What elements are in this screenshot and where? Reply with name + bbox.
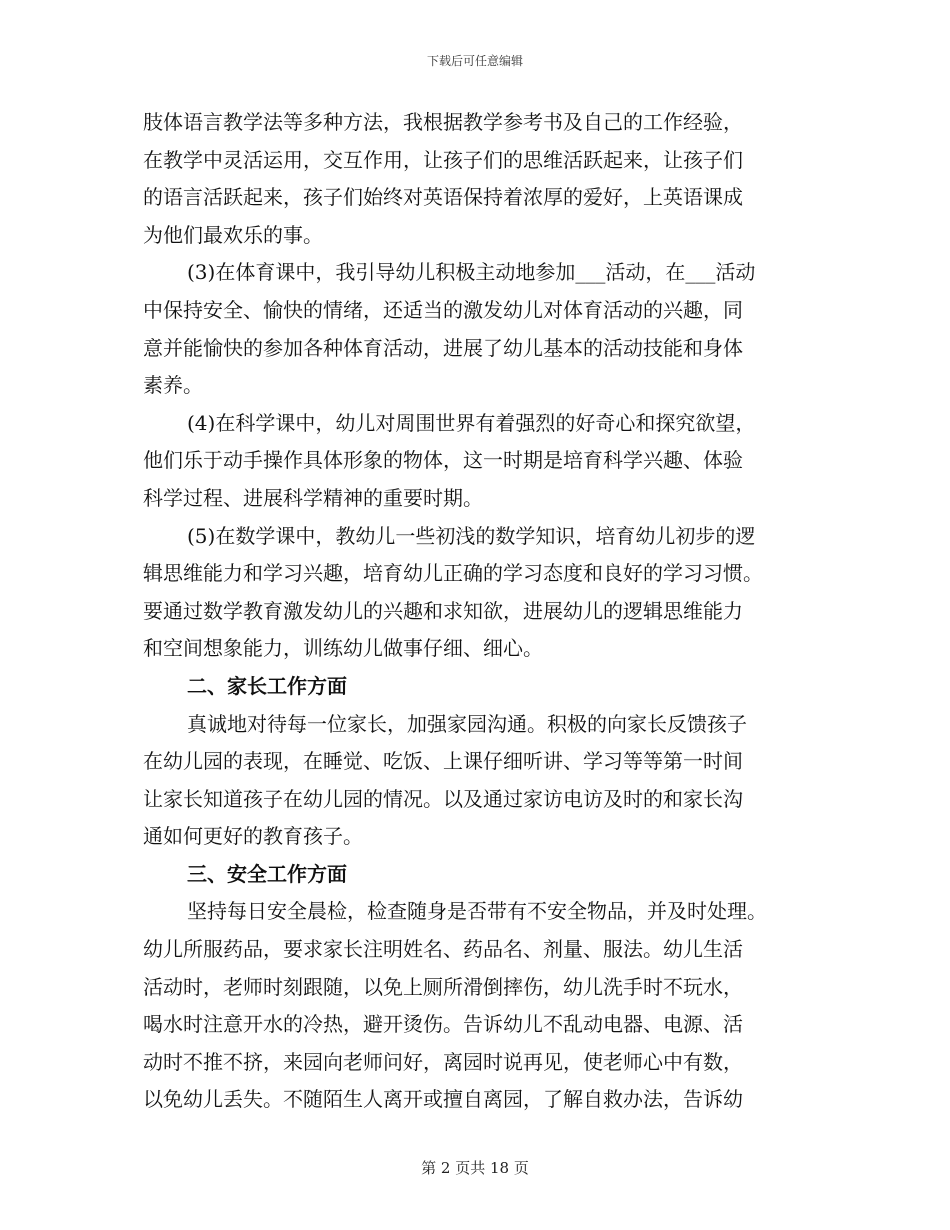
text-line: 活动时，老师时刻跟随，以免上厕所滑倒摔伤，幼儿洗手时不玩水， [143,974,743,999]
text-line: (3)在体育课中，我引导幼儿积极主动地参加___活动，在___活动 [187,260,756,285]
text-line: 坚持每日安全晨检，检查随身是否带有不安全物品，并及时处理。 [187,899,767,924]
text-line: 在幼儿园的表现，在睡觉、吃饭、上课仔细听讲、学习等等第一时间 [143,749,743,774]
text-line: 要通过数学教育激发幼儿的兴趣和求知欲，进展幼儿的逻辑思维能力 [143,598,743,623]
text-line: 辑思维能力和学习兴趣，培育幼儿正确的学习态度和良好的学习习惯。 [143,561,763,586]
text-line: (5)在数学课中，教幼儿一些初浅的数学知识，培育幼儿初步的逻 [187,523,756,548]
text-line: 幼儿所服药品，要求家长注明姓名、药品名、剂量、服法。幼儿生活 [143,937,743,962]
text-line: 动时不推不挤，来园向老师问好，离园时说再见，使老师心中有数， [143,1049,743,1074]
text-line: 在教学中灵活运用，交互作用，让孩子们的思维活跃起来，让孩子们 [143,147,743,172]
text-line: 通如何更好的教育孩子。 [143,824,363,849]
page-footer: 第 2 页共 18 页 [421,1159,529,1177]
text-line: 真诚地对待每一位家长，加强家园沟通。积极的向家长反馈孩子 [187,711,747,736]
page-header: 下载后可任意编辑 [426,54,523,68]
text-line: 肢体语言教学法等多种方法，我根据教学参考书及自己的工作经验， [143,110,743,134]
text-line: 意并能愉快的参加各种体育活动，进展了幼儿基本的活动技能和身体 [143,335,743,360]
text-line: 他们乐于动手操作具体形象的物体，这一时期是培育科学兴趣、体验 [143,448,743,473]
text-line: 让家长知道孩子在幼儿园的情况。以及通过家访电访及时的和家长沟 [143,786,743,811]
text-line: 的语言活跃起来，孩子们始终对英语保持着浓厚的爱好，上英语课成 [143,185,743,210]
text-line: 中保持安全、愉快的情绪，还适当的激发幼儿对体育活动的兴趣，同 [143,297,743,322]
document-body [143,104,815,1119]
text-line: 以免幼儿丢失。不随陌生人离开或擅自离园，了解自救办法，告诉幼 [143,1087,743,1112]
text-line: 喝水时注意开水的冷热，避开烫伤。告诉幼儿不乱动电器、电源、活 [143,1012,743,1037]
text-line: 为他们最欢乐的事。 [143,222,323,247]
text-line: 科学过程、进展科学精神的重要时期。 [143,485,483,510]
section-heading: 二、家长工作方面 [187,673,347,698]
text-line: 素养。 [143,373,203,398]
text-line: 和空间想象能力，训练幼儿做事仔细、细心。 [143,636,543,661]
text-line: (4)在科学课中，幼儿对周围世界有着强烈的好奇心和探究欲望， [187,410,756,435]
section-heading: 三、安全工作方面 [187,861,347,886]
